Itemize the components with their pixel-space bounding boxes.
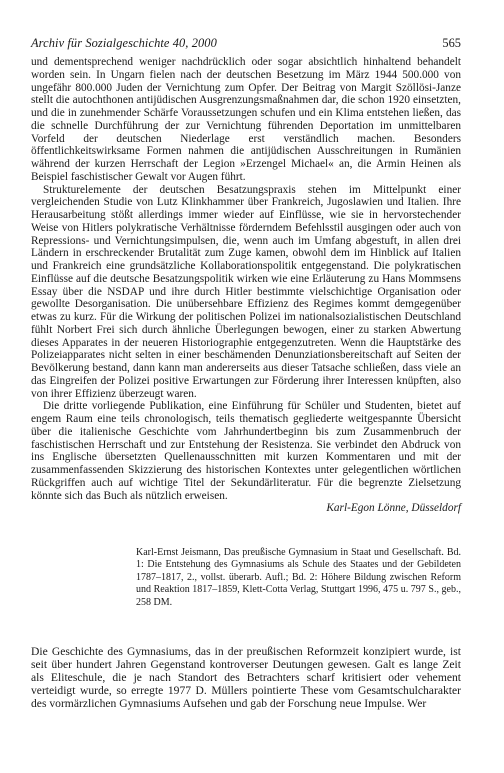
running-head-journal: Archiv für Sozialgeschichte 40, 2000 bbox=[31, 36, 217, 50]
reviewer-signature: Karl-Egon Lönne, Düsseldorf bbox=[326, 502, 461, 515]
next-review-opening: Die Geschichte des Gymnasiums, das in der preußischen Reformzeit konzipiert wurde, ist seit über hundert Jahren Gegenstand kontroverser Deutungen gewesen. Galt es lange Zeit als Eliteschule, die je nach Standort des Betrachters scharf kritisiert oder vehement verteidigt wurde, so erregte 1977 D. Müllers pointierte These vom Gesamtschulcharakter des vormärzlichen Gymnasiums Aufsehen und gab der Forschung neue Impulse. Wer bbox=[31, 645, 461, 711]
book-citation: Karl-Ernst Jeismann, Das preußische Gymnasium in Staat und Gesellschaft. Bd. 1: Die Entstehung des Gymnasiums als Schule des Staates und der Gebildeten 1787–1817, 2., vollst. überarb. Aufl.; Bd. 2: Höhere Bildung zwischen Reform und Reaktion 1817–1859, Klett-Cotta Verlag, Stuttgart 1996, 475 u. 797 S., geb., 258 DM. bbox=[136, 547, 461, 608]
page-header bbox=[31, 0, 461, 56]
page-number: 565 bbox=[442, 36, 461, 50]
review-body bbox=[31, 56, 461, 502]
document-page bbox=[31, 0, 461, 710]
paragraph-2: Strukturelemente der deutschen Besatzungspraxis stehen im Mittelpunkt einer vergleichenden Studie von Lutz Klinkhammer über Frankreich, Jugoslawien und Italien. Ihre Herausarbeitung stößt allerdings immer wieder auf Einflüsse, wie sie in hervorstechender Weise von Hitlers polykratische Verhältnisse förderndem Befehlsstil ausgingen oder auch von Repressions- und Vernichtungsimpulsen, die, wenn auch im Umfang abgestuft, in allen drei Ländern in erschreckender Brutalität zum Zuge kamen, obwohl dem im Hinblick auf Italien und Frankreich eine grundsätzliche Kollaborationspolitik entgegenstand. Die polykratischen Einflüsse auf die deutsche Besatzungspolitik wirken wie eine Erläuterung zu Hans Mommsens Essay über die NSDAP und ihre durch Hitler bestimmte vielschichtige Organisation oder gewollte Desorganisation. Die unübersehbare Effizienz des Regimes kommt demgegenüber etwas zu kurz. Für die Wirkung der politischen Polizei im nationalsozialistischen Deutschland fühlt Norbert Frei sich durch ähnliche Überlegungen bewogen, einer zu starken Abwertung dieses Apparates in der neueren Historiographie entgegenzutreten. Wenn die Hauptstärke des Polizeiapparates nicht selten in einer beschämenden Denunziationsbereitschaft auf Seiten der Bevölkerung bestand, dann kann man andererseits aus dieser Tatsache schließen, dass viele an das Eingreifen der Polizei positive Erwartungen zur Förderung ihrer Interessen knüpften, also von ihrer Effizienz überzeugt waren. bbox=[31, 183, 461, 400]
paragraph-1: und dementsprechend weniger nachdrücklich oder sogar absichtlich hinhaltend behandelt worden sein. In Ungarn fielen nach der deutschen Besetzung im März 1944 500.000 von ungefähr 800.000 Juden der Vernichtung zum Opfer. Der Beitrag von Margit Szöllösi-Janze stellt die autochthonen antijüdischen Ausgrenzungsmaßnahmen dar, die schon 1920 einsetzten, und die in zunehmender Schärfe Voraussetzungen schufen und ein Klima entstehen ließen, das die schnelle Durchführung der zur Vernichtung führenden Deportation im unmittelbaren Vorfeld der deutschen Niederlage erst verständlich machen. Besonders öffentlichkeitswirksame Formen nahmen die antijüdischen Ausschreitungen in Rumänien während der kurzen Herrschaft der Legion »Erzengel Michael« an, die Armin Heinen als Beispiel faschistischer Gewalt vor Augen führt. bbox=[31, 56, 461, 183]
paragraph-3: Die dritte vorliegende Publikation, eine Einführung für Schüler und Studenten, bietet auf engem Raum eine teils chronologisch, teils thematisch gegliederte weitgespannte Übersicht über die italienische Geschichte vom Jahrhundertbeginn bis zum Zusammenbruch der faschistischen Herrschaft und zur Entstehung der Resistenza. Sie verbindet den Abdruck von ins Englische übersetzten Quellenausschnitten mit kurzen Kommentaren und mit der zusammenfassenden Skizzierung des historischen Kontextes unter gelegentlichen wörtlichen Rückgriffen auch auf wichtige Titel der Sekundärliteratur. Für die begrenzte Zielsetzung könnte sich das Buch als nützlich erweisen. bbox=[31, 400, 461, 502]
